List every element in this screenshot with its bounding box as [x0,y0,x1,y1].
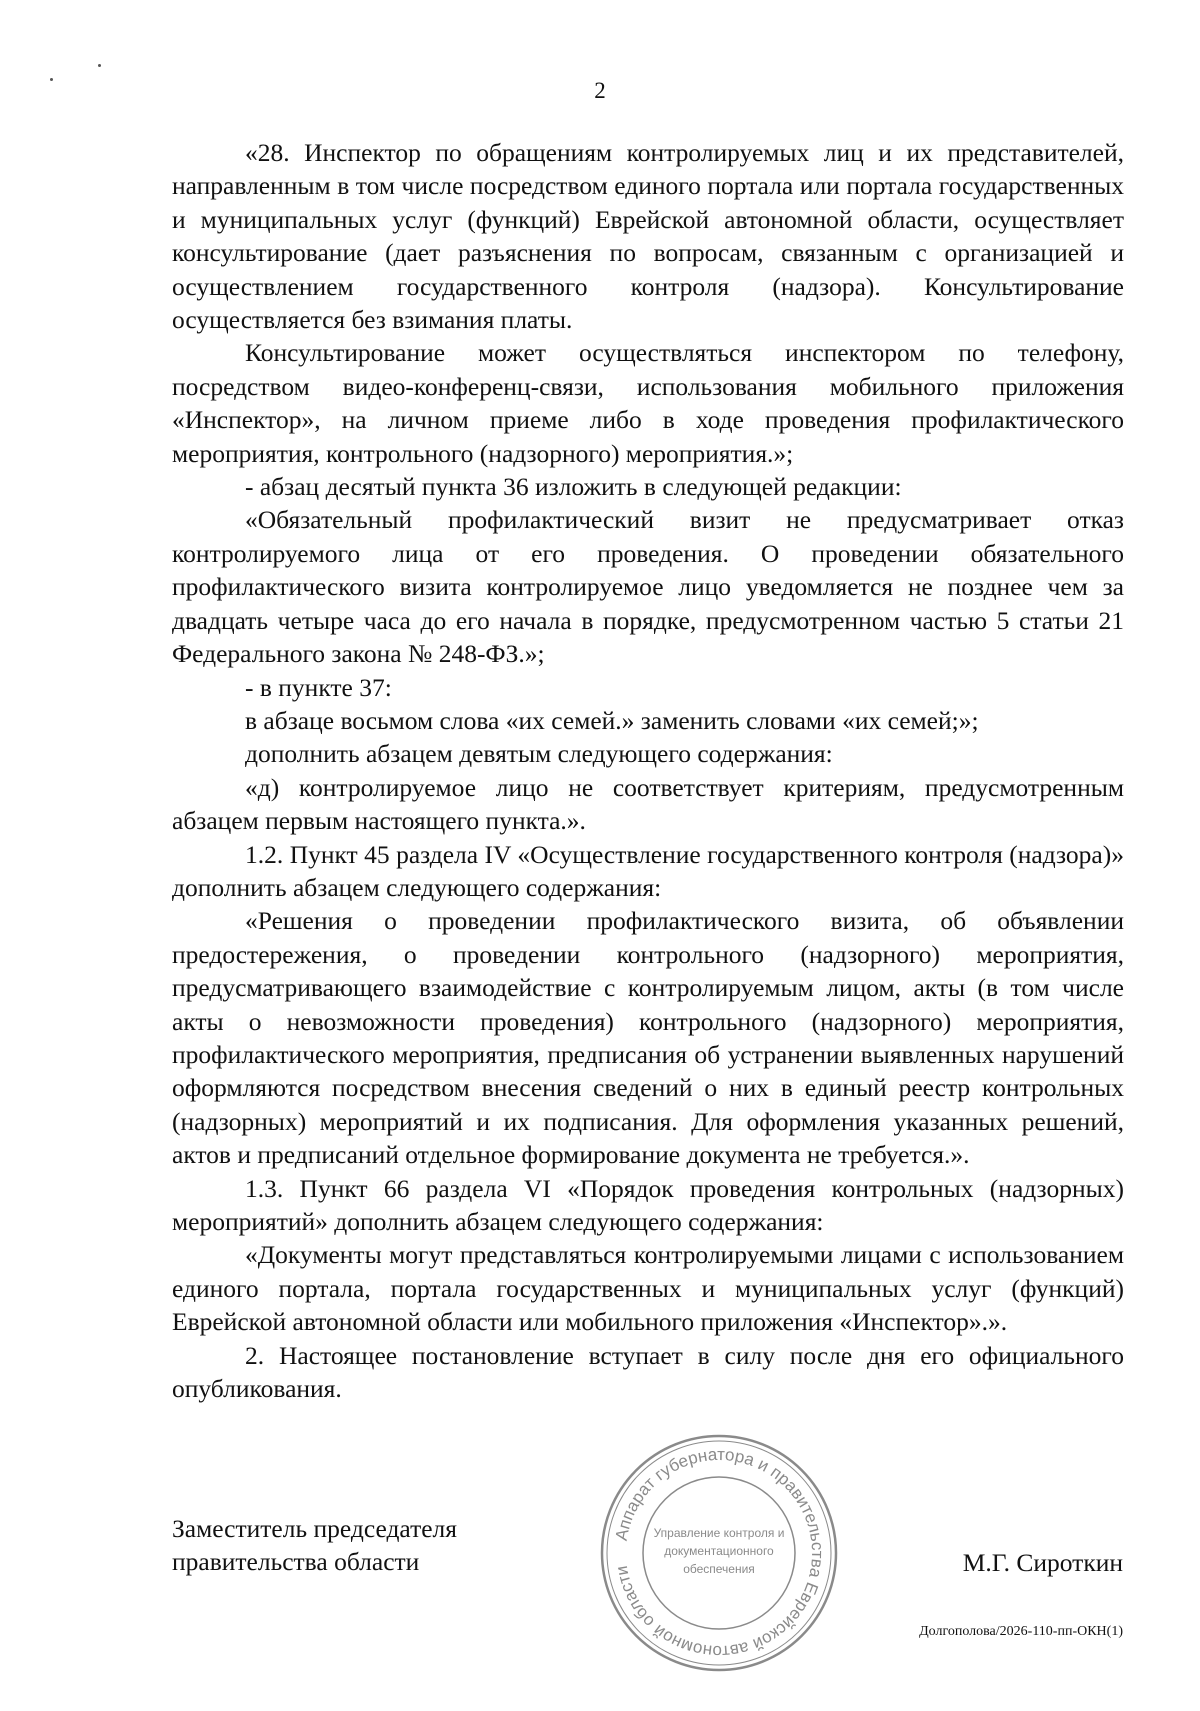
paragraph: - в пункте 37: [245,672,392,702]
paragraph: «Документы могут представляться контролируемыми лицами с использованием единого портала, портала государственных и муниципальных услуг (функций) Еврейской автономной области или мобильного приложения «Инспектор».». [172,1240,1124,1337]
stamp-ring-text: Аппарат губернатора и правительства Еврейской автономной области [611,1444,828,1662]
paragraph: 1.3. Пункт 66 раздела VI «Порядок проведения контрольных (надзорных) мероприятий» дополнить абзацем следующего содержания: [172,1173,1124,1236]
paragraph: «Решения о проведении профилактического визита, об объявлении предостережения, о проведении контрольного (надзорного) мероприятия, предусматривающего взаимодействие с контролируемым лицом, акты (в том числе акты о невозможности проведения) контрольного (надзорного) мероприятия, профилактического мероприятия, предписания об устранении выявленных нарушений оформляются посредством внесения сведений о них в единый реестр контрольных (надзорных) мероприятий и их подписания. Для оформления указанных решений, актов и предписаний отдельное формирование документа не требуется.». [172,906,1124,1170]
signatory-position [172,1512,457,1578]
stamp-inner-text: Управление контроля и [653,1526,785,1540]
paragraph: в абзаце восьмом слова «их семей.» заменить словами «их семей;»; [245,705,979,735]
signatory-position-line: правительства области [172,1547,420,1576]
page-number: 2 [594,78,606,103]
paragraph: «Обязательный профилактический визит не предусматривает отказ контролируемого лица от его проведения. О проведении обязательного профилактического визита контролируемое лицо уведомляется не позднее чем за двадцать четыре часа до его начала в порядке, предусмотренном частью 5 статьи 21 Федерального закона № 248-ФЗ.»; [172,505,1124,669]
official-stamp [599,1433,839,1673]
document-body [172,136,1124,1405]
paragraph: «28. Инспектор по обращениям контролируемых лиц и их представителей, направленным в том числе посредством единого портала или портала государственных и муниципальных услуг (функций) Еврейской автономной области, осуществляет консультирование (дает разъяснения по вопросам, связанным с организацией и осуществлением государственного контроля (надзора). Консультирование осуществляется без взимания платы. [172,138,1124,335]
document-reference-code: Долгополова/2026-110-пп-ОКН(1) [919,1624,1123,1639]
signatory-position-line: Заместитель председателя [172,1514,457,1543]
paragraph: 1.2. Пункт 45 раздела IV «Осуществление государственного контроля (надзора)» дополнить абзацем следующего содержания: [172,839,1124,902]
stamp-inner-text: обеспечения [683,1562,755,1576]
paragraph: Консультирование может осуществляться инспектором по телефону, посредством видео-конференц-связи, использования мобильного приложения «Инспектор», на личном приеме либо в ходе проведения профилактического мероприятия, контрольного (надзорного) мероприятия.»; [172,338,1124,468]
signatory-name: М.Г. Сироткин [962,1548,1123,1577]
paragraph: дополнить абзацем девятым следующего содержания: [245,739,833,769]
paragraph: - абзац десятый пункта 36 изложить в следующей редакции: [245,472,902,502]
scan-speck [98,64,101,67]
paragraph: 2. Настоящее постановление вступает в силу после дня его официального опубликования. [172,1340,1124,1404]
stamp-inner-text: документационного [664,1544,774,1558]
paragraph: «д) контролируемое лицо не соответствует критериям, предусмотренным абзацем первым настоящего пункта.». [172,772,1124,836]
